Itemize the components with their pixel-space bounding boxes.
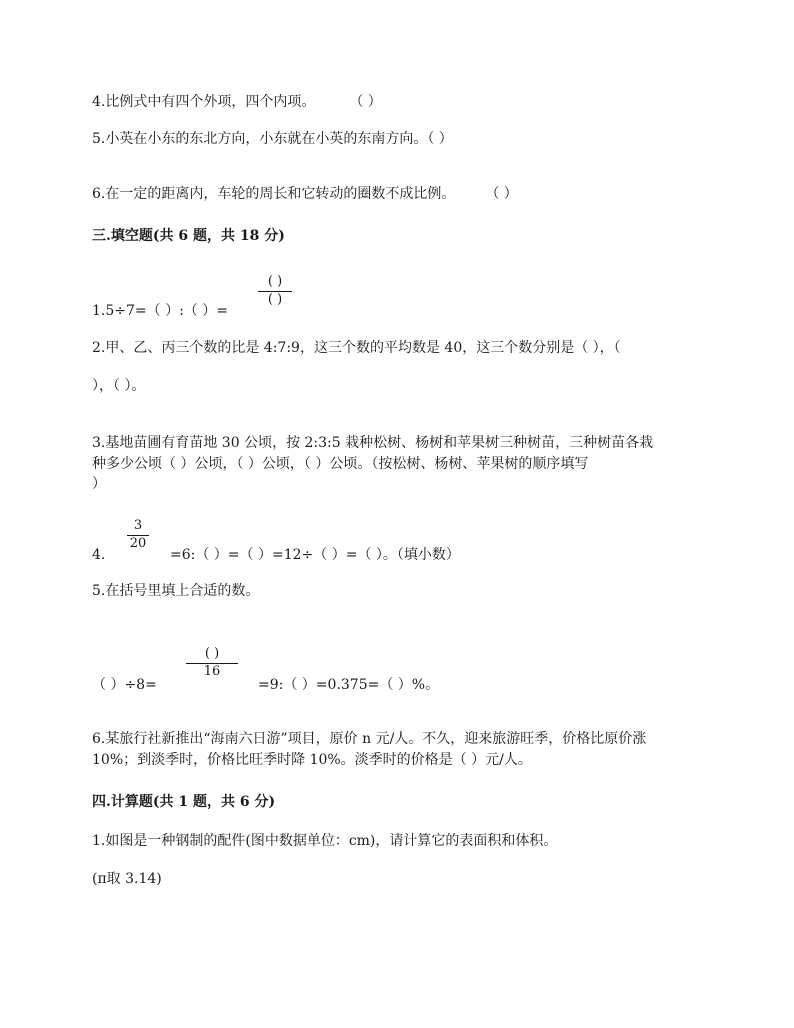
fill-question-2-line1: 2.甲、乙、丙三个数的比是 4:7:9，这三个数的平均数是 40，这三个数分别是（ ），（ (92, 340, 621, 356)
answer-blank: （ ） (485, 186, 518, 202)
fill-question-5-left: （ ）÷8= (92, 677, 157, 693)
fill-question-2-line2: ），（ ）。 (92, 378, 146, 394)
question-text: 6.在一定的距离内，车轮的周长和它转动的圈数不成比例。 (92, 186, 456, 202)
fill-question-4-label: 4. (92, 547, 106, 563)
fill-question-5-right: =9:（ ）=0.375=（ ）%。 (258, 677, 440, 693)
calc-question-1-line2: (π取 3.14) (92, 871, 162, 887)
question-text: 5.小英在小东的东北方向，小东就在小英的东南方向。 (92, 131, 428, 147)
judge-question-4 (92, 93, 382, 111)
answer-blank: （ ） (427, 131, 453, 147)
fill-question-6-line2: 10%；到淡季时，价格比旺季时降 10%。淡季时的价格是（ ）元/人。 (92, 752, 532, 768)
fraction-denominator: ( ) (267, 292, 283, 307)
judge-question-5 (92, 130, 453, 148)
fill-question-6-line1: 6.某旅行社新推出“海南六日游”项目，原价 n 元/人。不久，迎来旅游旺季，价格比原价涨 (92, 731, 647, 747)
fraction-numerator: ( ) (204, 646, 220, 661)
fill-question-3-line3: ） (92, 476, 106, 492)
fraction-denominator: 16 (203, 664, 221, 679)
fraction-numerator: 3 (133, 518, 143, 533)
question-text: 4.比例式中有四个外项，四个内项。 (92, 94, 316, 110)
fraction-denominator: 20 (129, 536, 147, 551)
fill-question-1: 1.5÷7=（ ）:（ ）= (92, 303, 228, 319)
judge-question-6 (92, 185, 518, 203)
calc-question-1-line1: 1.如图是一种钢制的配件(图中数据单位：cm)，请计算它的表面积和体积。 (92, 833, 558, 849)
fill-question-5-title: 5.在括号里填上合适的数。 (92, 583, 260, 599)
section-4-title: 四.计算题(共 1 题，共 6 分) (92, 794, 276, 810)
fill-question-4-text: =6:（ ）=（ ）=12÷（ ）=（ ）。（填小数） (170, 547, 460, 563)
fill-question-3-line2: 种多少公顷（ ）公顷，（ ）公顷，（ ）公顷。（按松树、杨树、苹果树的顺序填写 (92, 456, 589, 472)
section-3-title: 三.填空题(共 6 题，共 18 分) (92, 228, 285, 244)
fraction-numerator: ( ) (267, 274, 283, 289)
fill-question-3-line1: 3.基地苗圃有育苗地 30 公顷，按 2:3:5 栽种松树、杨树和苹果树三种树苗，三种树苗各栽 (92, 435, 654, 451)
answer-blank: （ ） (349, 94, 382, 110)
